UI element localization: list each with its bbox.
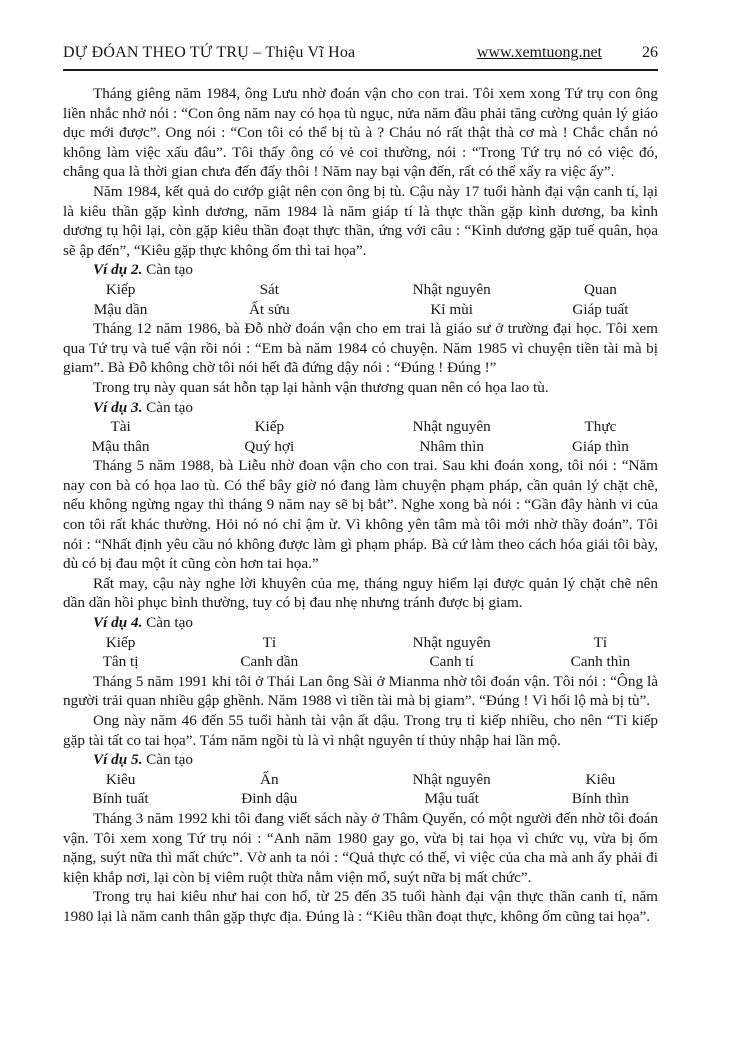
example-heading: Ví dụ 2. Càn tạo bbox=[93, 261, 193, 279]
example-heading: Ví dụ 3. Càn tạo bbox=[93, 398, 193, 416]
example-label: Ví dụ 2. bbox=[93, 261, 143, 279]
pillar-role: Nhật nguyên bbox=[412, 418, 491, 436]
pillar-name: Ất sửu bbox=[248, 300, 290, 318]
document-body bbox=[63, 84, 658, 927]
pillar-name: Giáp tuất bbox=[572, 300, 629, 318]
pillar-role: Kiếp bbox=[254, 418, 285, 436]
pillar-role: Sát bbox=[259, 280, 280, 298]
pillar-name: Giáp thìn bbox=[571, 437, 629, 455]
paragraph: Tháng 5 năm 1991 khi tôi ở Thái Lan ông Sài ở Mianma nhờ tôi đoán vận. Tôi nói : “Ông là người trải quan nhiều gập ghềnh. Năm 1988 vì tiền tài mà bị giam”. “Đúng ! Vì hối lộ mà bị tù”. bbox=[63, 672, 658, 710]
page-number: 26 bbox=[642, 44, 658, 61]
pillar-name: Nhâm thìn bbox=[419, 437, 484, 455]
paragraph: Trong trụ hai kiêu như hai con hổ, từ 25 đến 35 tuổi hành đại vận thực thần canh tí, năm 1980 lại là năm canh thân gặp thực địa. Đúng là : “Kiêu thần đoạt thực, không ốm cũng tai họa”. bbox=[63, 888, 658, 925]
page-header bbox=[63, 44, 658, 71]
paragraph: Tháng 3 năm 1992 khi tôi đang viết sách này ở Thâm Quyến, có một người đến nhờ tôi đoán vận. Tôi xem xong Tứ trụ nói : “Anh năm 1980 gay go, vừa bị tai họa vì chức vụ, vừa bị ốm nặng, suýt nữa thì mất chức”. Vờ anh ta nói : “Quả thực có thế, vì việc của cha mà anh ấy phải đi kiện khắp nơi, lại còn bị viêm ruột thừa nằm viện mổ, suýt nữa bị mất chức”. bbox=[63, 809, 658, 886]
pillar-row bbox=[63, 770, 658, 790]
paragraph: Năm 1984, kết quả do cướp giật nên con ông bị tù. Cậu này 17 tuổi hành đại vận canh tí, lại là kiêu thần gặp kình dương, năm 1984 là năm giáp tí là thực thần gặp kình dương, ba kình dương tụ hội lại, còn gặp kiêu thần đoạt thực thần, ứng với câu : “Kình dương gặp tuế quân, họa sẽ ập đến”, “Kiêu gặp thực không ốm thì tai họa”. bbox=[63, 182, 658, 259]
pillar-table bbox=[63, 417, 658, 456]
pillar-name: Đinh dậu bbox=[241, 790, 298, 808]
pillar-name: Tân tị bbox=[102, 653, 139, 671]
pillar-role: Nhật nguyên bbox=[412, 633, 491, 651]
pillar-name: Quý hợi bbox=[244, 437, 295, 455]
pillar-table bbox=[63, 770, 658, 809]
pillar-role: Nhật nguyên bbox=[412, 770, 491, 788]
pillar-row bbox=[63, 417, 658, 437]
paragraph: Tháng 5 năm 1988, bà Liễu nhờ đoan vận cho con trai. Sau khi đoán xong, tôi nói : “Năm nay con bà có họa lao tù. Có thể bây giờ nó đang làm chuyện phạm pháp, cần quản lý chặt chẽ, nếu không ngừng ngay thì tháng 9 năm nay sẽ bị bắt”. Nghe xong bà nói : “Gần đây hành vi của con tôi rất khác thường. Hỏi nó nó chỉ ậm ừ. Vì không yên tâm mà tôi mới nhờ thầy đoán”. Tôi nói : “Nhất định yêu cầu nó không được làm gì phạm pháp. Bà cứ làm theo cách hóa giải tôi bày, dù có bị đau một ít cũng còn hơn tai họa.” bbox=[63, 457, 658, 573]
paragraph: Trong trụ này quan sát hỗn tạp lại hành vận thương quan nên có họa lao tù. bbox=[93, 378, 549, 396]
paragraph: Tháng 12 năm 1986, bà Đỗ nhờ đoán vận cho em trai là giáo sư ở trường đại học. Tôi xem qua Tứ trụ và tuế vận rồi nói : “Em bà năm 1984 có chuyện. Năm 1985 vì chuyện tiền tài mà bị giam”. Bà Đỗ không chờ tôi nói hết đã đứng dậy nói : “Đúng ! Đúng !” bbox=[63, 320, 658, 377]
pillar-row bbox=[63, 633, 658, 653]
example-heading: Ví dụ 4. Càn tạo bbox=[93, 614, 193, 632]
pillar-role: Nhật nguyên bbox=[412, 280, 491, 298]
example-label: Ví dụ 5. bbox=[93, 751, 143, 769]
example-label: Ví dụ 4. bbox=[93, 614, 143, 632]
paragraph: Tháng giêng năm 1984, ông Lưu nhờ đoán vận cho con trai. Tôi xem xong Tứ trụ con ông liền nhắc nhở nói : “Con ông năm nay có họa tù ngục, nửa năm đầu phải tăng cường quản lý giáo dục mới được”. Ong nói : “Con tôi có thể bị tù à ? Cháu nó rất thật thà cơ mà ! Chắc chắn nó không làm việc xấu đâu”. Tôi thấy ông có vẻ coi thường, nói : “Trong Tứ trụ nó có việc đó, chẳng qua là thời gian chưa đến đấy thôi ! Năm nay bại vận đến, rất có thể xẩy ra việc ấy”. bbox=[63, 85, 658, 181]
pillar-row bbox=[63, 300, 658, 320]
pillar-name: Canh thìn bbox=[570, 653, 631, 671]
site-url: www.xemtuong.net bbox=[476, 44, 602, 61]
pillar-role: Kiêu bbox=[585, 770, 616, 788]
example-heading: Ví dụ 5. Càn tạo bbox=[93, 751, 193, 769]
pillar-name: Kỉ mùi bbox=[430, 300, 473, 318]
pillar-name: Canh dần bbox=[240, 653, 299, 671]
pillar-name: Mậu dần bbox=[93, 300, 148, 318]
paragraph: Rất may, cậu này nghe lời khuyên của mẹ, tháng nguy hiểm lại được quản lý chặt chẽ nên dần dần hồi phục bình thường, tuy có bị đau nhẹ nhưng tránh được bị giam. bbox=[63, 574, 658, 612]
pillar-role: Kiếp bbox=[105, 633, 136, 651]
header-right bbox=[477, 44, 658, 62]
pillar-role: Quan bbox=[583, 280, 617, 298]
pillar-row bbox=[63, 437, 658, 457]
pillar-role: Tài bbox=[110, 418, 131, 436]
pillar-name: Bính tuất bbox=[92, 790, 149, 808]
pillar-row bbox=[63, 652, 658, 672]
pillar-table bbox=[63, 633, 658, 672]
pillar-name: Canh tí bbox=[429, 653, 474, 671]
pillar-row bbox=[63, 789, 658, 809]
pillar-role: Kiếp bbox=[105, 280, 136, 298]
pillar-role: Tỉ bbox=[262, 633, 277, 651]
pillar-name: Mậu thân bbox=[91, 437, 150, 455]
pillar-table bbox=[63, 280, 658, 319]
pillar-role: Tỉ bbox=[593, 633, 608, 651]
example-label: Ví dụ 3. bbox=[93, 398, 143, 416]
pillar-role: Ấn bbox=[260, 770, 279, 788]
pillar-row bbox=[63, 280, 658, 300]
pillar-role: Kiêu bbox=[105, 770, 136, 788]
pillar-role: Thực bbox=[584, 418, 617, 436]
pillar-name: Bính thìn bbox=[571, 790, 629, 808]
paragraph: Ong này năm 46 đến 55 tuổi hành tài vận ất dậu. Trong trụ tỉ kiếp nhiều, cho nên “Tỉ kiếp gặp tài tất co tai họa”. Tám năm ngồi tù là vì nhật nguyên tí thủy nhập hai lần mộ. bbox=[63, 712, 658, 749]
book-title: DỰ ĐÓAN THEO TỨ TRỤ – Thiệu Vĩ Hoa bbox=[63, 44, 356, 61]
pillar-name: Mậu tuất bbox=[424, 790, 479, 808]
